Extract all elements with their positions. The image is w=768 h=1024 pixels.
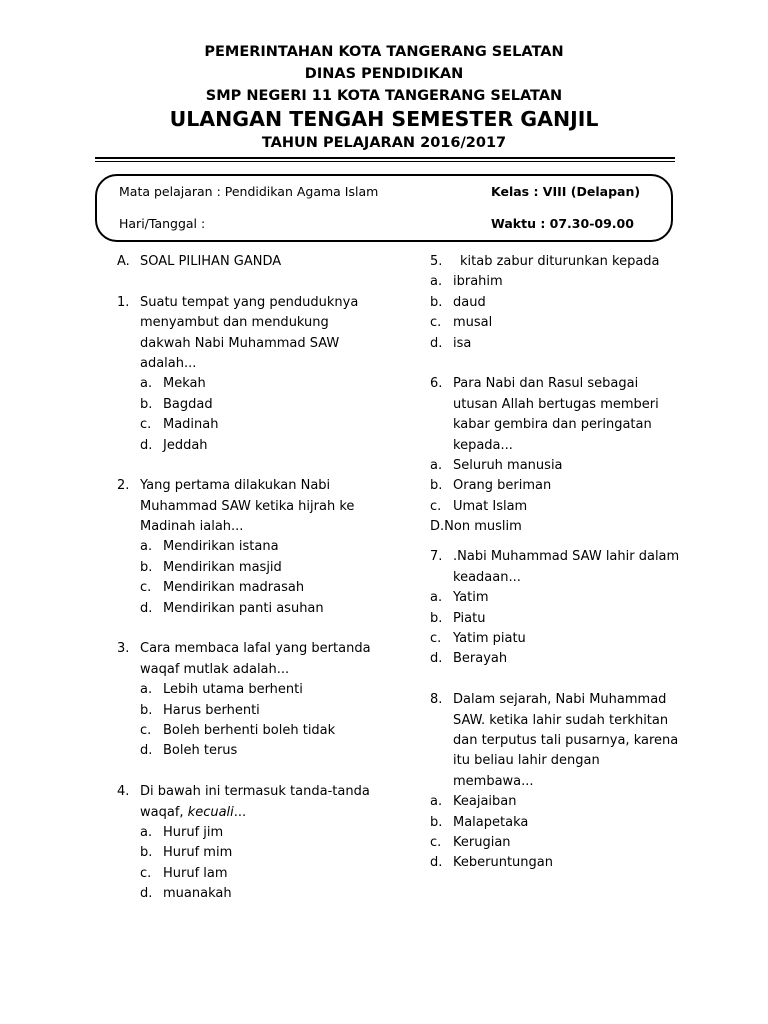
question-text: Di bawah ini termasuk tanda-tanda bbox=[140, 784, 370, 800]
option-b: b. daud bbox=[430, 293, 700, 313]
question-text: dakwah Nabi Muhammad SAW bbox=[140, 335, 340, 351]
question-text: SAW. ketika lahir sudah terkhitan bbox=[453, 712, 669, 728]
option-d bbox=[430, 517, 700, 537]
header-school: SMP NEGERI 11 KOTA TANGERANG SELATAN bbox=[205, 88, 563, 104]
option-text: Orang beriman bbox=[453, 478, 552, 494]
section-title: SOAL PILIHAN GANDA bbox=[140, 254, 282, 269]
option-text: Harus berhenti bbox=[163, 702, 260, 718]
left-column bbox=[117, 252, 407, 905]
option-b: b. Piatu bbox=[430, 609, 700, 629]
option-c: c. Mendirikan madrasah bbox=[117, 578, 407, 598]
option-c: c. musal bbox=[430, 313, 700, 333]
option-text: Mendirikan masjid bbox=[163, 559, 282, 575]
option-text: Jeddah bbox=[163, 437, 208, 453]
question-4 bbox=[117, 782, 407, 904]
option-a: a. Yatim bbox=[430, 588, 700, 608]
option-b: b. Mendirikan masjid bbox=[117, 558, 407, 578]
emphasis-text: kecuali bbox=[187, 804, 234, 820]
option-text: Huruf mim bbox=[163, 845, 233, 861]
header-government: PEMERINTAHAN KOTA TANGERANG SELATAN bbox=[204, 44, 564, 60]
option-b: b. Bagdad bbox=[117, 395, 407, 415]
question-text: kepada... bbox=[453, 437, 513, 453]
option-b: b. Orang beriman bbox=[430, 476, 700, 496]
question-3 bbox=[117, 639, 407, 761]
option-text: Mendirikan madrasah bbox=[163, 580, 305, 596]
option-a: a. Huruf jim bbox=[117, 823, 407, 843]
option-text: Berayah bbox=[453, 651, 508, 667]
question-text: keadaan... bbox=[453, 569, 521, 585]
date-label: Hari/Tanggal : bbox=[119, 216, 206, 231]
question-text: Suatu tempat yang penduduknya bbox=[140, 294, 359, 310]
right-column bbox=[430, 252, 700, 874]
option-text: Mendirikan panti asuhan bbox=[163, 600, 324, 616]
question-text: membawa... bbox=[453, 773, 534, 789]
option-c: c. Boleh berhenti boleh tidak bbox=[117, 721, 407, 741]
option-text: Seluruh manusia bbox=[453, 457, 563, 473]
option-a: a. Seluruh manusia bbox=[430, 456, 700, 476]
question-text: kabar gembira dan peringatan bbox=[453, 417, 652, 433]
question-text: waqaf, kecuali... bbox=[140, 804, 247, 820]
option-a: a. ibrahim bbox=[430, 272, 700, 292]
option-d: d. muanakah bbox=[117, 884, 407, 904]
option-text: Huruf jim bbox=[163, 824, 224, 840]
option-c: c. Huruf lam bbox=[117, 864, 407, 884]
option-text: Keajaiban bbox=[453, 794, 517, 810]
question-number: 4. bbox=[117, 784, 130, 800]
option-a: a. Keajaiban bbox=[430, 792, 700, 812]
question-number: 2. bbox=[117, 478, 130, 494]
option-d: d. Keberuntungan bbox=[430, 853, 700, 873]
class-label: Kelas : VIII (Delapan) bbox=[491, 184, 641, 199]
option-text: Piatu bbox=[453, 610, 486, 626]
section-letter: A. bbox=[117, 254, 130, 269]
option-b: b. Harus berhenti bbox=[117, 701, 407, 721]
question-text: itu beliau lahir dengan bbox=[453, 753, 600, 769]
option-text: Madinah bbox=[163, 417, 219, 433]
option-text: musal bbox=[453, 315, 493, 331]
question-text: Muhammad SAW ketika hijrah ke bbox=[140, 498, 355, 514]
option-a: a. Mekah bbox=[117, 374, 407, 394]
header-divider-thin bbox=[95, 161, 675, 162]
academic-year: TAHUN PELAJARAN 2016/2017 bbox=[261, 135, 507, 151]
option-text: Bagdad bbox=[163, 396, 213, 412]
question-number: 8. bbox=[430, 692, 443, 708]
option-d: d. Boleh terus bbox=[117, 741, 407, 761]
option-c: c. Yatim piatu bbox=[430, 629, 700, 649]
option-a: a. Mendirikan istana bbox=[117, 537, 407, 557]
question-text: menyambut dan mendukung bbox=[140, 315, 329, 331]
option-text: Huruf lam bbox=[163, 865, 228, 881]
header-department: DINAS PENDIDIKAN bbox=[304, 66, 464, 82]
option-c: c. Madinah bbox=[117, 415, 407, 435]
option-text: Malapetaka bbox=[453, 814, 529, 830]
exam-title: ULANGAN TENGAH SEMESTER GANJIL bbox=[169, 107, 599, 131]
question-text: Para Nabi dan Rasul sebagai bbox=[453, 376, 639, 392]
option-d: d. Jeddah bbox=[117, 436, 407, 456]
option-text: Boleh terus bbox=[163, 743, 238, 759]
option-text: Lebih utama berhenti bbox=[163, 682, 303, 698]
option-text: D.Non muslim bbox=[430, 519, 522, 535]
option-text: Boleh berhenti boleh tidak bbox=[163, 722, 336, 738]
option-text: isa bbox=[453, 335, 472, 351]
question-text: utusan Allah bertugas memberi bbox=[453, 396, 659, 412]
section-heading bbox=[117, 252, 407, 272]
subject-label: Mata pelajaran : Pendidikan Agama Islam bbox=[119, 184, 379, 199]
option-text: Mekah bbox=[163, 376, 206, 392]
option-text: Kerugian bbox=[453, 834, 511, 850]
question-8 bbox=[430, 690, 700, 874]
option-d: d. Berayah bbox=[430, 649, 700, 669]
question-5 bbox=[430, 252, 700, 354]
header-divider-thick bbox=[95, 157, 675, 159]
question-text: adalah... bbox=[140, 355, 197, 371]
question-text: dan terputus tali pusarnya, karena bbox=[453, 732, 679, 748]
question-number: 6. bbox=[430, 376, 443, 392]
question-text: Dalam sejarah, Nabi Muhammad bbox=[453, 692, 667, 708]
option-b: b. Huruf mim bbox=[117, 843, 407, 863]
question-text: waqaf mutlak adalah... bbox=[140, 661, 290, 677]
option-text: Umat Islam bbox=[453, 498, 528, 514]
option-text: daud bbox=[453, 294, 486, 310]
option-text: Mendirikan istana bbox=[163, 539, 279, 555]
option-d: d. Mendirikan panti asuhan bbox=[117, 599, 407, 619]
option-text: muanakah bbox=[163, 886, 232, 902]
question-text: Yang pertama dilakukan Nabi bbox=[140, 478, 331, 494]
option-c: c. Kerugian bbox=[430, 833, 700, 853]
question-7 bbox=[430, 547, 700, 669]
question-number: 1. bbox=[117, 294, 130, 310]
question-2 bbox=[117, 476, 407, 619]
option-text: Yatim piatu bbox=[453, 631, 526, 647]
question-6 bbox=[430, 374, 700, 537]
time-label: Waktu : 07.30-09.00 bbox=[491, 216, 634, 231]
question-number: 7. bbox=[430, 549, 443, 565]
option-a: a. Lebih utama berhenti bbox=[117, 680, 407, 700]
option-text: Yatim bbox=[453, 590, 489, 606]
question-number: 3. bbox=[117, 641, 130, 657]
option-d: d. isa bbox=[430, 334, 700, 354]
question-text: Cara membaca lafal yang bertanda bbox=[140, 641, 371, 657]
question-number: 5. bbox=[430, 254, 443, 269]
option-c: c. Umat Islam bbox=[430, 497, 700, 517]
option-text: Keberuntungan bbox=[453, 855, 553, 871]
option-b: b. Malapetaka bbox=[430, 813, 700, 833]
option-text: ibrahim bbox=[453, 274, 503, 290]
question-1 bbox=[117, 293, 407, 456]
question-text: .Nabi Muhammad SAW lahir dalam bbox=[453, 549, 680, 565]
question-text: kitab zabur diturunkan kepada bbox=[460, 254, 660, 269]
question-text: Madinah ialah... bbox=[140, 519, 244, 535]
